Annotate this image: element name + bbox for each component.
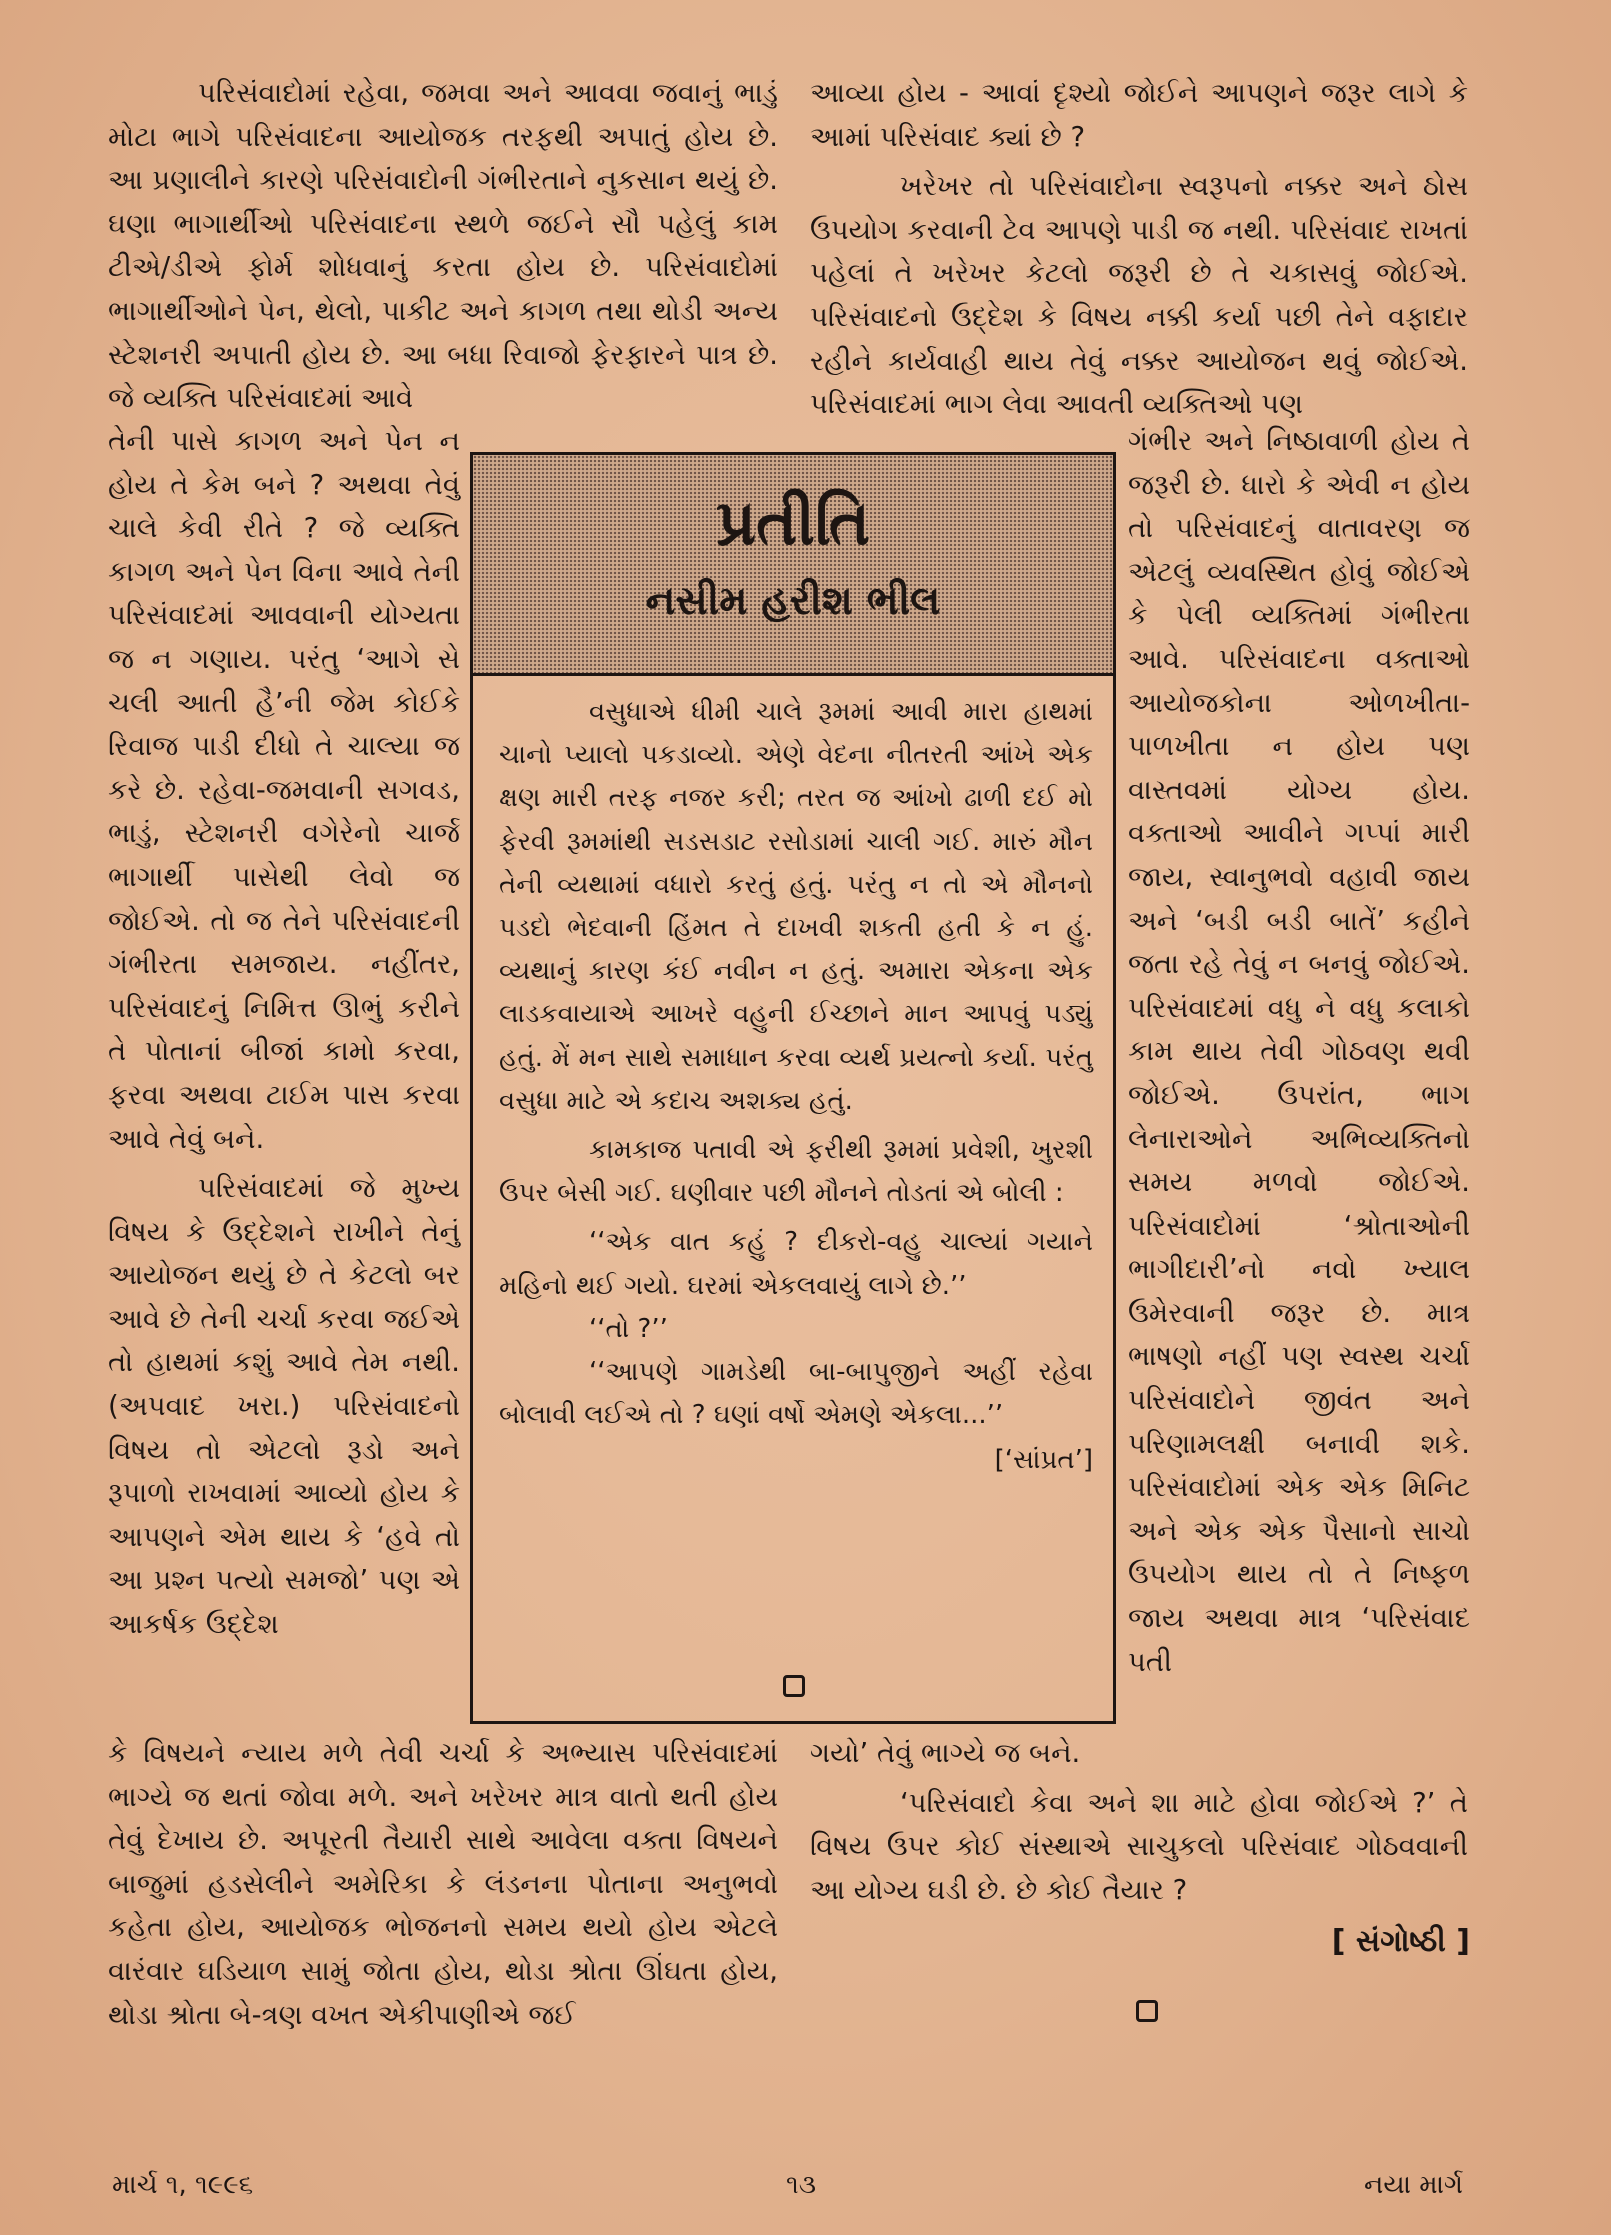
story-header — [473, 455, 1113, 676]
article-paragraph: તેની પાસે કાગળ અને પેન ન હોય તે કેમ બને ? અથવા તેવું ચાલે કેવી રીતે ? જે વ્યક્તિ કાગળ અને પેન વિના આવે તેની પરિસંવાદમાં આવવાની યોગ્યતા જ ન ગણાય. પરંતુ ‘આગે સે ચલી આતી હૈ’ની જેમ કોઈકે રિવાજ પાડી દીધો તે ચાલ્યા જ કરે છે. રહેવા-જમવાની સગવડ, ભાડું, સ્ટેશનરી વગેરેનો ચાર્જ ભાગાર્થી પાસેથી લેવો જ જોઈએ. તો જ તેને પરિસંવાદની ગંભીરતા સમજાય. નહીંતર, પરિસંવાદનું નિમિત્ત ઊભું કરીને તે પોતાનાં બીજાં કામો કરવા, ફરવા અથવા ટાઈમ પાસ કરવા આવે તેવું બને. — [108, 425, 460, 1155]
story-body — [499, 691, 1093, 1483]
story-paragraph: ‘‘એક વાત કહું ? દીકરો-વહુ ચાલ્યાં ગયાને મહિનો થઈ ગયો. ઘરમાં એકલવાયું લાગે છે.’’ — [499, 1227, 1093, 1301]
article-column-top-right — [810, 72, 1468, 427]
article-column-bottom-right — [810, 1732, 1468, 1912]
article-column-bottom-left — [108, 1732, 778, 2037]
article-column-left-narrow — [108, 420, 460, 1647]
article-paragraph: ગંભીર અને નિષ્ઠાવાળી હોય તે જરૂરી છે. ધારો કે એવી ન હોય તો પરિસંવાદનું વાતાવરણ જ એટલું વ્યવસ્થિત હોવું જોઈએ કે પેલી વ્યક્તિમાં ગંભીરતા આવે. પરિસંવાદના વક્તાઓ આયોજકોના ઓળખીતા-પાળખીતા ન હોય પણ વાસ્તવમાં યોગ્ય હોય. વક્તાઓ આવીને ગપ્પાં મારી જાય, સ્વાનુભવો વહાવી જાય અને ‘બડી બડી બાતેં’ કહીને જતા રહે તેવું ન બનવું જોઈએ. પરિસંવાદમાં વધુ ને વધુ કલાકો કામ થાય તેવી ગોઠવણ થવી જોઈએ. ઉપરાંત, ભાગ લેનારાઓને અભિવ્યક્તિનો સમય મળવો જોઈએ. પરિસંવાદોમાં ‘શ્રોતાઓની ભાગીદારી’નો નવો ખ્યાલ ઉમેરવાની જરૂર છે. માત્ર ભાષણો નહીં પણ સ્વસ્થ ચર્ચા પરિસંવાદોને જીવંત અને પરિણામલક્ષી બનાવી શકે. પરિસંવાદોમાં એક એક મિનિટ અને એક એક પૈસાનો સાચો ઉપયોગ થાય તો તે નિષ્ફળ જાય અથવા માત્ર ‘પરિસંવાદ પતી — [1128, 425, 1470, 1678]
story-source: [‘સાંપ્રત’] — [994, 1445, 1093, 1476]
story-paragraph: ‘‘તો ?’’ — [589, 1313, 668, 1344]
article-paragraph: ગયો’ તેવું ભાગ્યે જ બને. — [810, 1737, 1081, 1769]
footer-magazine-name: નયા માર્ગ — [1364, 2170, 1464, 2200]
story-end-square-icon — [783, 1675, 805, 1697]
story-title: પ્રતીતિ — [715, 486, 871, 559]
article-paragraph: ખરેખર તો પરિસંવાદોના સ્વરૂપનો નક્કર અને ઠોસ ઉપયોગ કરવાની ટેવ આપણે પાડી જ નથી. પરિસંવાદ રાખતાં પહેલાં તે ખરેખર કેટલો જરૂરી છે તે ચકાસવું જોઈએ. પરિસંવાદનો ઉદ્દેશ કે વિષય નક્કી કર્યા પછી તેને વફાદાર રહીને કાર્યવાહી થાય તેવું નક્કર આયોજન થવું જોઈએ. પરિસંવાદમાં ભાગ લેવા આવતી વ્યક્તિઓ પણ — [810, 170, 1468, 421]
article-paragraph: પરિસંવાદમાં જે મુખ્ય વિષય કે ઉદ્દેશને રાખીને તેનું આયોજન થયું છે તે કેટલો બર આવે છે તેની ચર્ચા કરવા જઈએ તો હાથમાં કશું આવે તેમ નથી. (અપવાદ ખરા.) પરિસંવાદનો વિષય તો એટલો રૂડો અને રૂપાળો રાખવામાં આવ્યો હોય કે આપણને એમ થાય કે ‘હવે તો આ પ્રશ્ન પત્યો સમજો’ પણ એ આકર્ષક ઉદ્દેશ — [108, 1172, 460, 1641]
article-signature: [ સંગોષ્ઠી ] — [1331, 1924, 1470, 1959]
article-paragraph: ‘પરિસંવાદો કેવા અને શા માટે હોવા જોઈએ ?’ તે વિષય ઉપર કોઈ સંસ્થાએ સાચુકલો પરિસંવાદ ગોઠવવાની આ યોગ્ય ઘડી છે. છે કોઈ તૈયાર ? — [810, 1786, 1468, 1906]
story-author: નસીમ હરીશ ભીલ — [645, 578, 941, 624]
story-paragraph: વસુધાએ ધીમી ચાલે રૂમમાં આવી મારા હાથમાં ચાનો પ્યાલો પકડાવ્યો. એણે વેદના નીતરતી આંખે એક ક્ષણ મારી તરફ નજર કરી; તરત જ આંખો ઢાળી દઈ મો ફેરવી રૂમમાંથી સડસડાટ રસોડામાં ચાલી ગઈ. મારું મૌન તેની વ્યથામાં વધારો કરતું હતું. પરંતુ ન તો એ મૌનનો પડદો ભેદવાની હિંમત તે દાખવી શકતી હતી કે ન હું. વ્યથાનું કારણ કંઈ નવીન ન હતું. અમારા એકના એક લાડકવાયાએ આખરે વહુની ઈચ્છાને માન આપવું પડ્યું હતું. મેં મન સાથે સમાધાન કરવા વ્યર્થ પ્રયત્નો કર્યા. પરંતુ વસુધા માટે એ કદાચ અશક્ય હતું. — [499, 697, 1093, 1116]
article-column-right-narrow — [1128, 420, 1470, 1684]
story-paragraph: કામકાજ પતાવી એ ફરીથી રૂમમાં પ્રવેશી, ખુરશી ઉપર બેસી ગઈ. ઘણીવાર પછી મૌનને તોડતાં એ બોલી : — [499, 1135, 1093, 1209]
story-box — [470, 452, 1116, 1724]
article-end-square-icon — [1136, 2000, 1158, 2022]
article-paragraph: આવ્યા હોય - આવાં દૃશ્યો જોઈને આપણને જરૂર લાગે કે આમાં પરિસંવાદ ક્યાં છે ? — [810, 77, 1468, 153]
footer-page-number: ૧૩ — [786, 2170, 817, 2200]
article-paragraph: પરિસંવાદોમાં રહેવા, જમવા અને આવવા જવાનું ભાડું મોટા ભાગે પરિસંવાદના આયોજક તરફથી અપાતું હોય છે. આ પ્રણાલીને કારણે પરિસંવાદોની ગંભીરતાને નુકસાન થયું છે. ઘણા ભાગાર્થીઓ પરિસંવાદના સ્થળે જઈને સૌ પહેલું કામ ટીએ/ડીએ ફોર્મ શોધવાનું કરતા હોય છે. પરિસંવાદોમાં ભાગાર્થીઓને પેન, થેલો, પાકીટ અને કાગળ તથા થોડી અન્ય સ્ટેશનરી અપાતી હોય છે. આ બધા રિવાજો ફેરફારને પાત્ર છે. જે વ્યક્તિ પરિસંવાદમાં આવે — [108, 77, 778, 415]
article-paragraph: કે વિષયને ન્યાય મળે તેવી ચર્ચા કે અભ્યાસ પરિસંવાદમાં ભાગ્યે જ થતાં જોવા મળે. અને ખરેખર માત્ર વાતો થતી હોય તેવું દેખાય છે. અપૂરતી તૈયારી સાથે આવેલા વક્તા વિષયને બાજુમાં હડસેલીને અમેરિકા કે લંડનના પોતાના અનુભવો કહેતા હોય, આયોજક ભોજનનો સમય થયો હોય એટલે વારંવાર ઘડિયાળ સામું જોતા હોય, થોડા શ્રોતા ઊંઘતા હોય, થોડા શ્રોતા બે-ત્રણ વખત એકીપાણીએ જઈ — [108, 1737, 778, 2031]
footer-date: માર્ચ ૧, ૧૯૯૬ — [112, 2170, 254, 2200]
article-column-top-left — [108, 72, 778, 421]
story-paragraph: ‘‘આપણે ગામડેથી બા-બાપુજીને અહીં રહેવા બોલાવી લઈએ તો ? ઘણાં વર્ષો એમણે એકલા...’’ — [499, 1357, 1093, 1431]
